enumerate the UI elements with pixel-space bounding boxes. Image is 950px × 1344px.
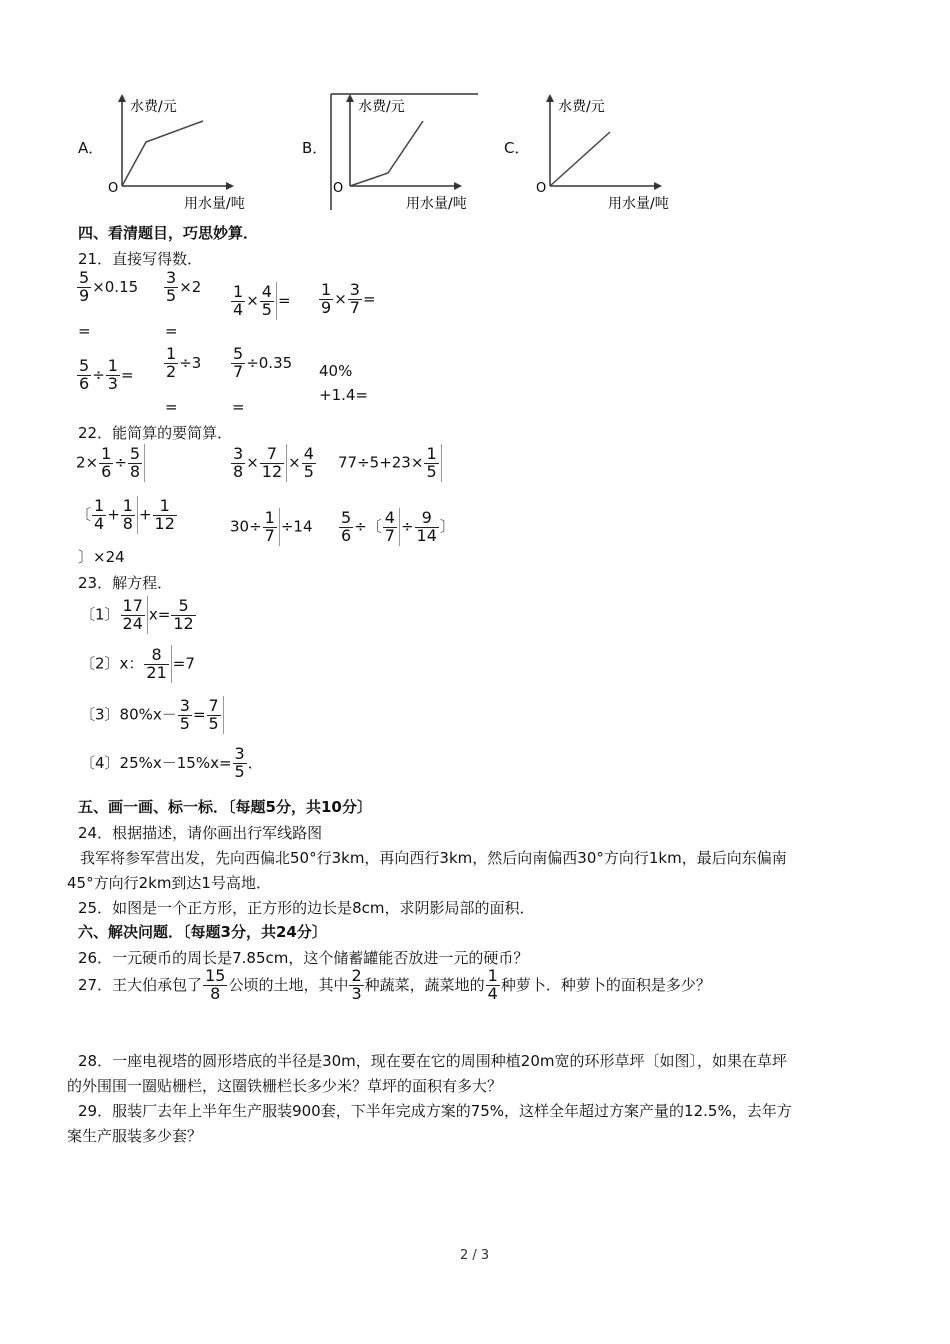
q29-text-line1: 29．服装厂去年上半年生产服装900套，下半年完成方案的75%，这样全年超过方案产量的12.5%，去年方	[78, 1102, 792, 1120]
page-number: 2 / 3	[460, 1248, 490, 1263]
q23-problem-2: 〔2〕x： $\frac{8}{21}$ =7	[80, 644, 195, 682]
q27-text: 27．王大伯承包了 $\frac{15}{8}$ 公顷的土地，其中 $\frac{2}{3}$ 种蔬菜，蔬菜地的 $\frac{1}{4}$ 种萝卜．种萝卜的面积是多少？	[78, 966, 711, 1003]
q21-item-5: $\frac{5}{6}$ ÷ $\frac{1}{3}$ =	[79, 356, 134, 393]
option-c-label: C．	[504, 139, 530, 157]
q21-item-7: $\frac{5}{7}$ ÷0.35	[233, 344, 293, 381]
q21-item-2: $\frac{3}{5}$ ×2	[166, 268, 202, 305]
graph-a-xlabel: 用水量/吨	[184, 196, 245, 210]
q24-text-line1: 我军将参军营出发，先向西偏北50°行3km，再向西行3km，然后向南偏西30°方向行1km，最后向东偏南	[80, 849, 787, 867]
q22-expr-4-tail: 〕×24	[78, 548, 125, 566]
graph-b-origin: O	[333, 181, 344, 196]
q21-item-2-equals: =	[165, 322, 178, 340]
graph-c-ylabel: 水费/元	[558, 99, 605, 115]
q29-text-line2: 案生产服装多少套？	[67, 1127, 203, 1145]
graph-option-a	[100, 88, 290, 210]
graph-option-b	[328, 88, 478, 210]
graph-c-origin: O	[536, 181, 547, 196]
section-5-title: 五、画一画、标一标．〔每题5分，共10分〕	[78, 798, 372, 816]
q21-item-1: $\frac{5}{9}$ ×0.15	[79, 268, 139, 305]
graph-b-xlabel: 用水量/吨	[406, 196, 467, 210]
graph-a-origin: O	[108, 181, 119, 196]
section-6-title: 六、解决问题．〔每题3分，共24分〕	[78, 923, 327, 941]
q21-item-8-line1: 40%	[319, 362, 353, 380]
section-4-title: 四、看清题目，巧思妙算．	[78, 224, 259, 242]
q24-title: 24．根据描述，请你画出行军线路图	[78, 824, 323, 842]
graph-c-line	[550, 132, 610, 186]
option-a-label: A．	[78, 139, 104, 157]
graph-c-xlabel: 用水量/吨	[608, 196, 669, 210]
q22-expr-1: 2× $\frac{1}{6}$ ÷ $\frac{5}{8}$	[76, 444, 146, 482]
q23-problem-1: 〔1〕 $\frac{17}{24}$ x= $\frac{5}{12}$	[80, 595, 194, 633]
q22-expr-6: $\frac{5}{6}$ ÷〔 $\frac{4}{7}$ ÷ $\frac{9}{14}$ 〕	[341, 507, 455, 545]
q21-item-7-equals: =	[232, 398, 245, 416]
q23-title: 23．解方程．	[78, 574, 173, 592]
graph-a-line	[122, 121, 203, 186]
q22-expr-2: $\frac{3}{8}$ × $\frac{7}{12}$ × $\frac{4}{5}$	[233, 443, 314, 481]
q21-item-8-line2: +1.4=	[319, 386, 368, 404]
q22-expr-3: 77÷5+23× $\frac{1}{5}$	[338, 444, 443, 482]
q24-text-line2: 45°方向行2km到达1号高地．	[67, 874, 271, 892]
q21-title: 21．直接写得数．	[78, 250, 203, 268]
q28-text-line1: 28．一座电视塔的圆形塔底的半径是30m，现在要在它的周围种植20m宽的环形草坪〔如图〕，如果在草坪	[78, 1052, 787, 1070]
q23-problem-3: 〔3〕80%x－ $\frac{3}{5}$ = $\frac{7}{5}$	[80, 696, 225, 734]
q28-text-line2: 的外围围一圈贴栅栏，这圈铁栅栏长多少米？草坪的面积有多大？	[67, 1077, 503, 1095]
q22-title: 22．能简算的要简算．	[78, 424, 233, 442]
q25-text: 25．如图是一个正方形，正方形的边长是8cm，求阴影局部的面积．	[78, 899, 535, 917]
q22-expr-4: 〔 $\frac{1}{4}$ + $\frac{1}{8}$ + $\frac{1}{12}$	[76, 495, 175, 533]
option-b-label: B．	[302, 139, 328, 157]
graph-b-line	[350, 121, 423, 186]
q21-item-4: $\frac{1}{9}$ × $\frac{3}{7}$ =	[321, 280, 376, 317]
graph-option-c	[528, 88, 678, 210]
q26-text: 26．一元硬币的周长是7.85cm，这个储蓄罐能否放进一元的硬币？	[78, 949, 529, 967]
graph-b-ylabel: 水费/元	[358, 99, 405, 115]
q23-problem-4: 〔4〕25%x－15%x= $\frac{3}{5}$ ．	[80, 744, 263, 781]
graph-a-ylabel: 水费/元	[130, 99, 177, 115]
q21-item-1-equals: =	[78, 322, 91, 340]
q21-item-3: $\frac{1}{4}$ × $\frac{4}{5}$ =	[233, 281, 291, 319]
q22-expr-5: 30÷ $\frac{1}{7}$ ÷14	[230, 507, 313, 545]
q21-item-6: $\frac{1}{2}$ ÷3	[166, 344, 202, 381]
q21-item-6-equals: =	[165, 398, 178, 416]
